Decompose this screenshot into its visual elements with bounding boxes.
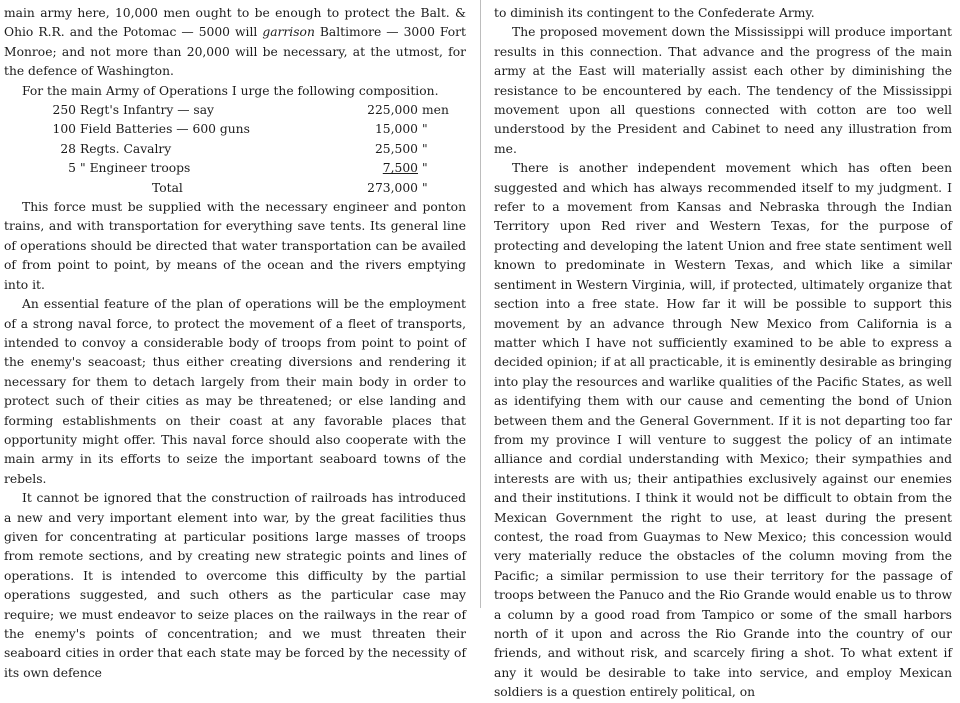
composition-mark: " <box>422 122 428 137</box>
composition-mark: " <box>422 141 428 156</box>
composition-count: 100 <box>52 122 76 137</box>
total-label: Total <box>152 180 183 195</box>
table-row <box>52 159 454 178</box>
paragraph-supply: This force must be supplied with the necessary engineer and ponton trains, and with transportation for everything save tents. Its general line of operations should be directed that water transportation can be availed of from point to point, by means of the ocean and the rivers emptying into it. <box>4 200 466 292</box>
composition-count: 28 <box>60 141 76 156</box>
table-row <box>52 101 454 120</box>
table-row <box>52 140 454 159</box>
paragraph-railroads: It cannot be ignored that the construction of railroads has introduced a new and very important element into war, by the great facilities thus given for concentrating at particular positions large masses of troops from remote sections, and by creating new strategic points and lines of operations. It is intended to overcome this difficulty by the partial operations suggested, and such others as the particular case may require; we must endeavor to seize places on the railways in the rear of the enemy's points of concentration; and we must threaten their seaboard cities in order that each state may be forced by the necessity of its own defence <box>4 491 466 680</box>
paragraph-continuation: to diminish its contingent to the Confederate Army. <box>494 6 815 20</box>
total-value: 273,000 <box>367 180 418 195</box>
composition-value: 225,000 <box>367 103 418 118</box>
composition-unit: Regts. Cavalry <box>80 141 172 156</box>
composition-mark: men <box>422 103 449 118</box>
army-composition-table <box>52 101 454 198</box>
composition-count: 5 <box>68 161 76 176</box>
italic-text: garrison <box>262 25 315 40</box>
column-divider <box>480 0 481 608</box>
text-run: Baltimore — 3000 Fort Monroe; and not more than 20,000 will be necessary, at the utmost, for the defence of Washington. <box>4 25 466 79</box>
composition-value: 7,500 <box>382 161 418 176</box>
composition-value: 25,500 <box>374 141 418 156</box>
paragraph-mississippi: The proposed movement down the Mississippi will produce important results in this connection. That advance and the progress of the main army at the East will materially assist each other by diminishing the resistance to be encountered by each. The tendency of the Mississippi movement upon all questions connected with cotton are too well understood by the President and Cabinet to need any illustration from me. <box>494 25 952 156</box>
text-run: main army here, 10,000 men ought to be enough to protect the Balt. & Ohio R.R. and the Potomac — 5000 will <box>4 6 466 40</box>
paragraph-independent-movement: There is another independent movement which has often been suggested and which has always recommended itself to my judgment. I refer to a movement from Kansas and Nebraska through the Indian Territory upon Red river and Western Texas, for the purpose of protecting and developing the latent Union and free state sentiment well known to predominate in Western Texas, and which like a similar sentiment in Western Virginia, will, if protected, ultimately organize that section into a free state. How far it will be possible to support this movement by an advance through New Mexico from California is a matter which I have not sufficiently examined to be able to express a decided opinion; if at all practicable, it is eminently desirable as bringing into play the resources and warlike qualities of the Pacific States, as well as identifying them with our cause and cementing the bond of Union between them and the General Government. If it is not departing too far from my province I will venture to suggest the policy of an intimate alliance and cordial understanding with Mexico; their sympathies and interests are with us; their antipathies exclusively against our enemies and their institutions. I think it would not be difficult to obtain from the Mexican Government the right to use, at least during the present contest, the road from Guaymas to New Mexico; this concession would very materially reduce the obstacles of the column moving from the Pacific; a similar permission to use their territory for the passage of troops between the Panuco and the Rio Grande would enable us to throw a column by a good road from Tampico or some of the small harbors north of it upon and across the Rio Grande into the country of our friends, and without risk, and scarcely firing a shot. To what extent if any it would be desirable to take into service, and employ Mexican soldiers is a question entirely political, on <box>494 161 952 700</box>
total-mark: " <box>422 180 428 195</box>
composition-count: 250 <box>52 103 76 118</box>
left-column <box>4 4 466 683</box>
right-column <box>494 4 952 703</box>
composition-unit: Field Batteries — 600 guns <box>80 122 250 137</box>
table-total-row <box>52 179 454 198</box>
table-row <box>52 120 454 139</box>
composition-unit: Regt's Infantry — say <box>80 103 214 118</box>
composition-value: 15,000 <box>374 122 418 137</box>
composition-mark: " <box>422 161 428 176</box>
paragraph-naval-force: An essential feature of the plan of operations will be the employment of a strong naval force, to protect the movement of a fleet of transports, intended to convoy a considerable body of troops from point to point of the enemy's seacoast; thus either creating diversions and rendering it necessary for them to detach largely from their main body in order to protect such of their cities as may be threatened; or else landing and forming establishments on their coast at any favorable places that opportunity might offer. This naval force should also cooperate with the main army in its efforts to seize the important seaboard towns of the rebels. <box>4 297 466 486</box>
paragraph-opening <box>4 4 466 82</box>
composition-unit: " Engineer troops <box>80 161 191 176</box>
paragraph-composition-intro: For the main Army of Operations I urge the following composition. <box>22 83 439 98</box>
